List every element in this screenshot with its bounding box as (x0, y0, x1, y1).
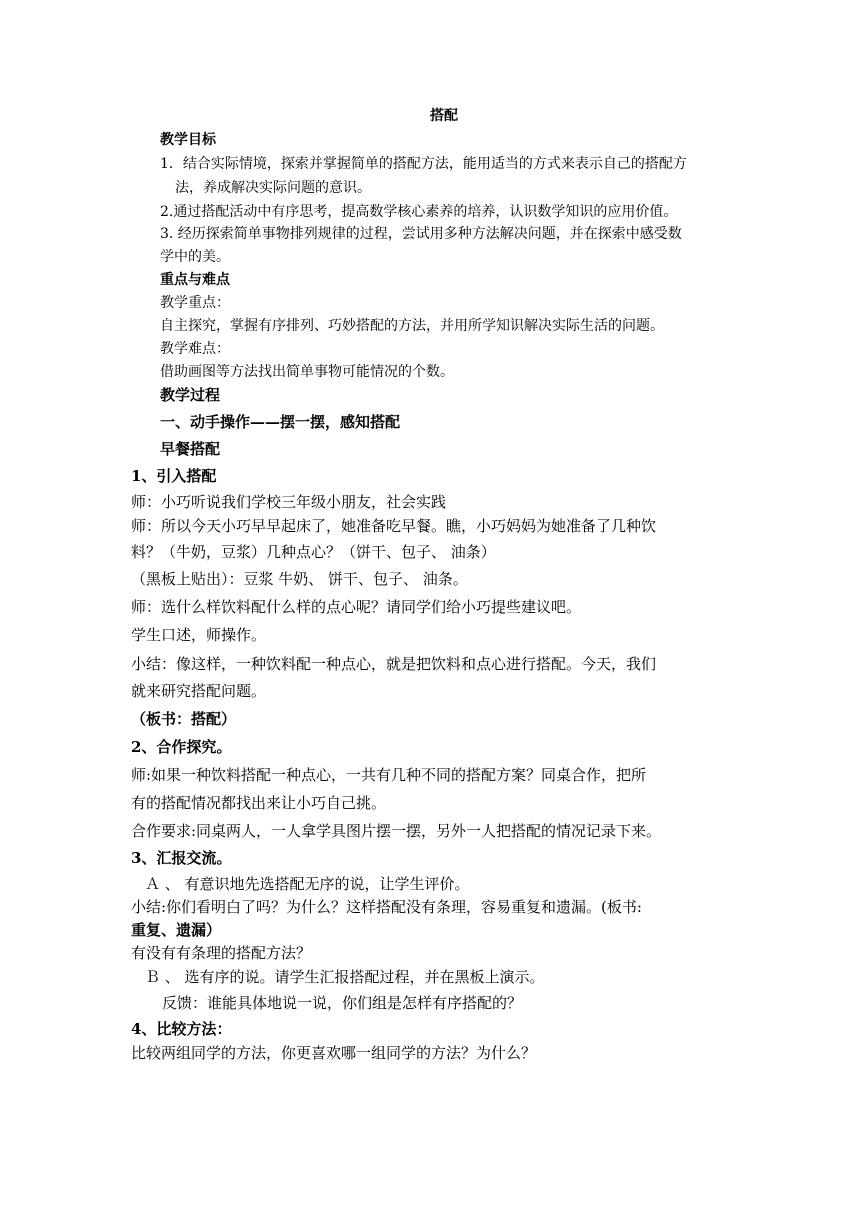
paragraph: 小结:你们看明白了吗？为什么？这样搭配没有条理，容易重复和遗漏。(板书: (131, 898, 642, 916)
paragraph: 合作要求:同桌两人，一人拿学具图片摆一摆，另外一人把搭配的情况记录下来。 (131, 822, 662, 840)
paragraph: 就来研究搭配问题。 (131, 682, 267, 700)
paragraph: 师：选什么样饮料配什么样的点心呢？请同学们给小巧提些建议吧。 (131, 598, 582, 616)
paragraph: 小结：像这样，一种饮料配一种点心，就是把饮料和点心进行搭配。今天，我们 (131, 655, 657, 673)
difficulty-label: 教学难点： (160, 341, 230, 357)
keypoints-heading: 重点与难点 (160, 272, 230, 288)
objective-2: 2.通过搭配活动中有序思考，提高数学核心素养的培养，认识数学知识的应用价值。 (160, 204, 678, 220)
paragraph: 反馈：谁能具体地说一说，你们组是怎样有序搭配的？ (162, 994, 523, 1012)
paragraph: Ｂ 、 选有序的说。请学生汇报搭配过程，并在黑板上演示。 (145, 968, 545, 986)
section-1-heading: 一、动手操作——摆一摆，感知搭配 (160, 413, 401, 431)
objective-1-line-2: 法，养成解决实际问题的意识。 (175, 180, 371, 196)
focus-text: 自主探究，掌握有序排列、巧妙搭配的方法，并用所学知识解决实际生活的问题。 (160, 318, 664, 334)
document-title: 搭配 (430, 108, 458, 124)
step-1-heading: 1、引入搭配 (131, 467, 217, 485)
paragraph: 有的搭配情况都找出来让小巧自己挑。 (131, 794, 387, 812)
paragraph: （黑板上贴出）：豆浆 牛奶、 饼干、包子、 油条。 (131, 570, 468, 588)
paragraph: Ａ 、 有意识地先选搭配无序的说，让学生评价。 (145, 875, 470, 893)
paragraph: 比较两组同学的方法，你更喜欢哪一组同学的方法？为什么？ (131, 1044, 537, 1062)
paragraph: 学生口述，师操作。 (131, 626, 267, 644)
objective-3-line-2: 学中的美。 (160, 249, 230, 265)
objectives-heading: 教学目标 (160, 132, 216, 148)
paragraph: 有没有有条理的搭配方法？ (131, 944, 312, 962)
subsection-breakfast: 早餐搭配 (160, 440, 221, 458)
objective-3-line-1: 3. 经历探索简单事物排列规律的过程，尝试用多种方法解决问题，并在探索中感受数 (160, 226, 682, 242)
paragraph: 师:如果一种饮料搭配一种点心，一共有几种不同的搭配方案？同桌合作，把所 (131, 766, 647, 784)
step-2-heading: 2、合作探究。 (131, 738, 232, 756)
board-note: （板书：搭配） (131, 710, 237, 728)
board-note: 重复、遗漏） (131, 921, 222, 939)
step-4-heading: 4、比较方法： (131, 1020, 232, 1038)
paragraph: 师：所以今天小巧早早起床了，她准备吃早餐。瞧，小巧妈妈为她准备了几种饮 (131, 517, 657, 535)
step-3-heading: 3、汇报交流。 (131, 849, 232, 867)
paragraph: 师：小巧听说我们学校三年级小朋友，社会实践 (131, 493, 447, 511)
difficulty-text: 借助画图等方法找出简单事物可能情况的个数。 (160, 364, 454, 380)
focus-label: 教学重点： (160, 295, 230, 311)
process-heading: 教学过程 (160, 386, 221, 404)
paragraph: 料？（牛奶，豆浆）几种点心？（饼干、包子、 油条） (131, 543, 496, 561)
objective-1-line-1: 1．结合实际情境，探索并掌握简单的搭配方法，能用适当的方式来表示自己的搭配方 (160, 156, 687, 172)
